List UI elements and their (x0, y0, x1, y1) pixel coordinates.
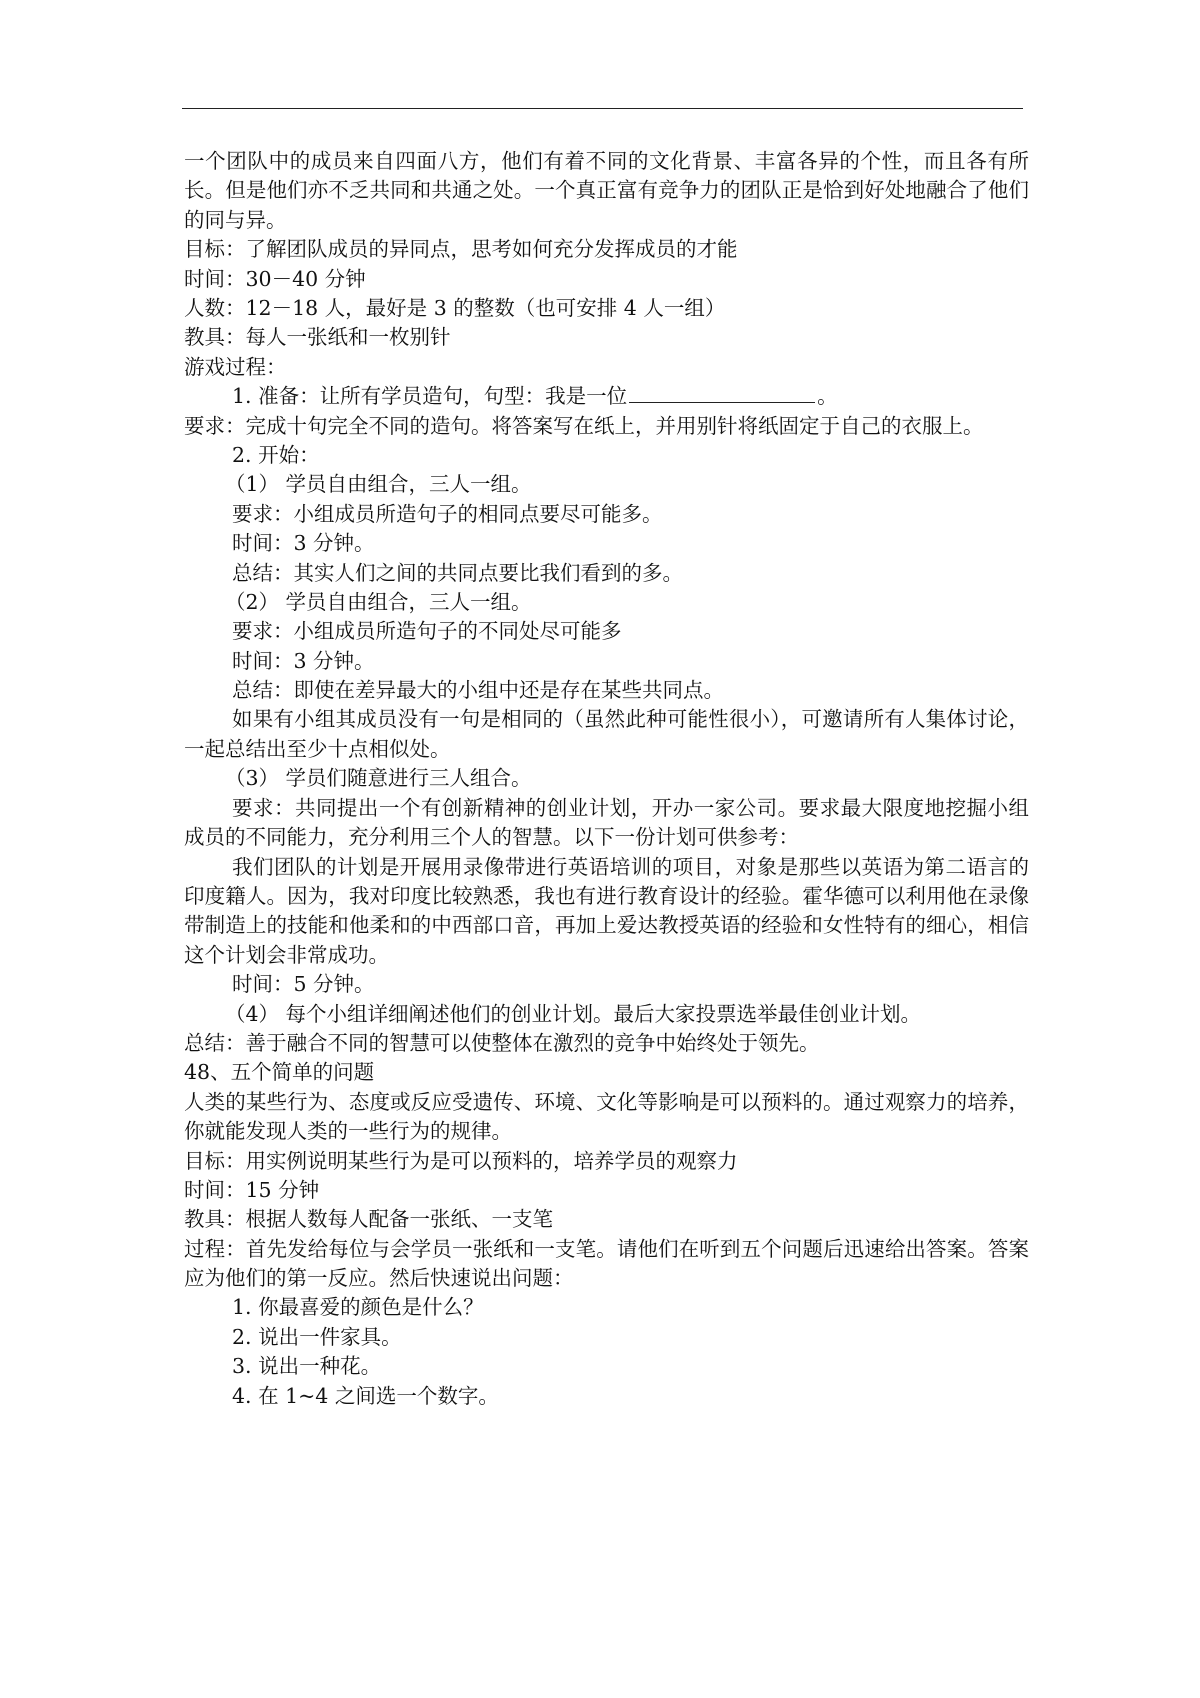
step1-requirement: 要求：完成十句完全不同的造句。将答案写在纸上，并用别针将纸固定于自己的衣服上。 (184, 413, 984, 438)
substep3-plan: 我们团队的计划是开展用录像带进行英语培训的项目，对象是那些以英语为第二语言的印度籍人。因为，我对印度比较熟悉，我也有进行教育设计的经验。霍华德可以利用他在录像带制造上的技能和他柔和的中西部口音，再加上爱达教授英语的经验和女性特有的细心，相信这个计划会非常成功。 (184, 854, 1029, 967)
step2-line: 2. 开始： (232, 442, 320, 467)
game48-goal: 目标：用实例说明某些行为是可以预料的，培养学员的观察力 (184, 1148, 738, 1173)
document-body (184, 147, 1029, 1411)
substep2-summary: 总结：即使在差异最大的小组中还是存在某些共同点。 (232, 678, 724, 703)
substep1-line: （1） 学员自由组合，三人一组。 (225, 472, 532, 497)
game48-tools: 教具：根据人数每人配备一张纸、一支笔 (184, 1207, 553, 1232)
fill-in-blank (629, 382, 815, 403)
tools-line: 教具：每人一张纸和一枚别针 (184, 325, 451, 350)
step1-line (184, 382, 1029, 411)
process-heading: 游戏过程： (184, 354, 287, 379)
question-1: 1. 你最喜爱的颜色是什么？ (232, 1295, 484, 1320)
time-line: 时间：30－40 分钟 (184, 266, 366, 291)
goal-line: 目标：了解团队成员的异同点，思考如何充分发挥成员的才能 (184, 237, 738, 262)
substep1-time: 时间：3 分钟。 (232, 531, 375, 556)
substep2-note: 如果有小组其成员没有一句是相同的（虽然此种可能性很小），可邀请所有人集体讨论，一起总结出至少十点相似处。 (184, 707, 1029, 761)
step1-prefix: 1. 准备：让所有学员造句，句型：我是一位 (232, 384, 628, 409)
question-3: 3. 说出一种花。 (232, 1354, 382, 1379)
substep2-requirement: 要求：小组成员所造句子的不同处尽可能多 (232, 619, 622, 644)
game48-time: 时间：15 分钟 (184, 1177, 320, 1202)
game48-title: 48、五个简单的问题 (184, 1060, 375, 1085)
game48-process: 过程：首先发给每位与会学员一张纸和一支笔。请他们在听到五个问题后迅速给出答案。答案应为他们的第一反应。然后快速说出问题： (184, 1236, 1029, 1291)
people-line: 人数：12－18 人，最好是 3 的整数（也可安排 4 人一组） (184, 296, 726, 320)
question-2: 2. 说出一件家具。 (232, 1324, 402, 1349)
substep1-requirement: 要求：小组成员所造句子的相同点要尽可能多。 (232, 501, 663, 526)
substep3-requirement: 要求：共同提出一个有创新精神的创业计划，开办一家公司。要求最大限度地挖掘小组成员的不同能力，充分利用三个人的智慧。以下一份计划可供参考： (184, 795, 1029, 850)
intro-paragraph: 一个团队中的成员来自四面八方，他们有着不同的文化背景、丰富各异的个性，而且各有所长。但是他们亦不乏共同和共通之处。一个真正富有竞争力的团队正是恰到好处地融合了他们的同与异。 (184, 149, 1029, 232)
substep2-time: 时间：3 分钟。 (232, 648, 375, 673)
header-rule (182, 108, 1023, 109)
question-4: 4. 在 1~4 之间选一个数字。 (232, 1383, 499, 1408)
step1-suffix: 。 (817, 384, 838, 409)
substep2-line: （2） 学员自由组合，三人一组。 (225, 589, 532, 614)
substep1-summary: 总结：其实人们之间的共同点要比我们看到的多。 (232, 560, 683, 585)
substep4-line: （4） 每个小组详细阐述他们的创业计划。最后大家投票选举最佳创业计划。 (225, 1001, 922, 1026)
game48-intro: 人类的某些行为、态度或反应受遗传、环境、文化等影响是可以预料的。通过观察力的培养，你就能发现人类的一些行为的规律。 (184, 1089, 1029, 1144)
summary-line: 总结：善于融合不同的智慧可以使整体在激烈的竞争中始终处于领先。 (184, 1030, 820, 1055)
substep3-line: （3） 学员们随意进行三人组合。 (225, 766, 532, 791)
substep3-time: 时间：5 分钟。 (232, 972, 375, 997)
